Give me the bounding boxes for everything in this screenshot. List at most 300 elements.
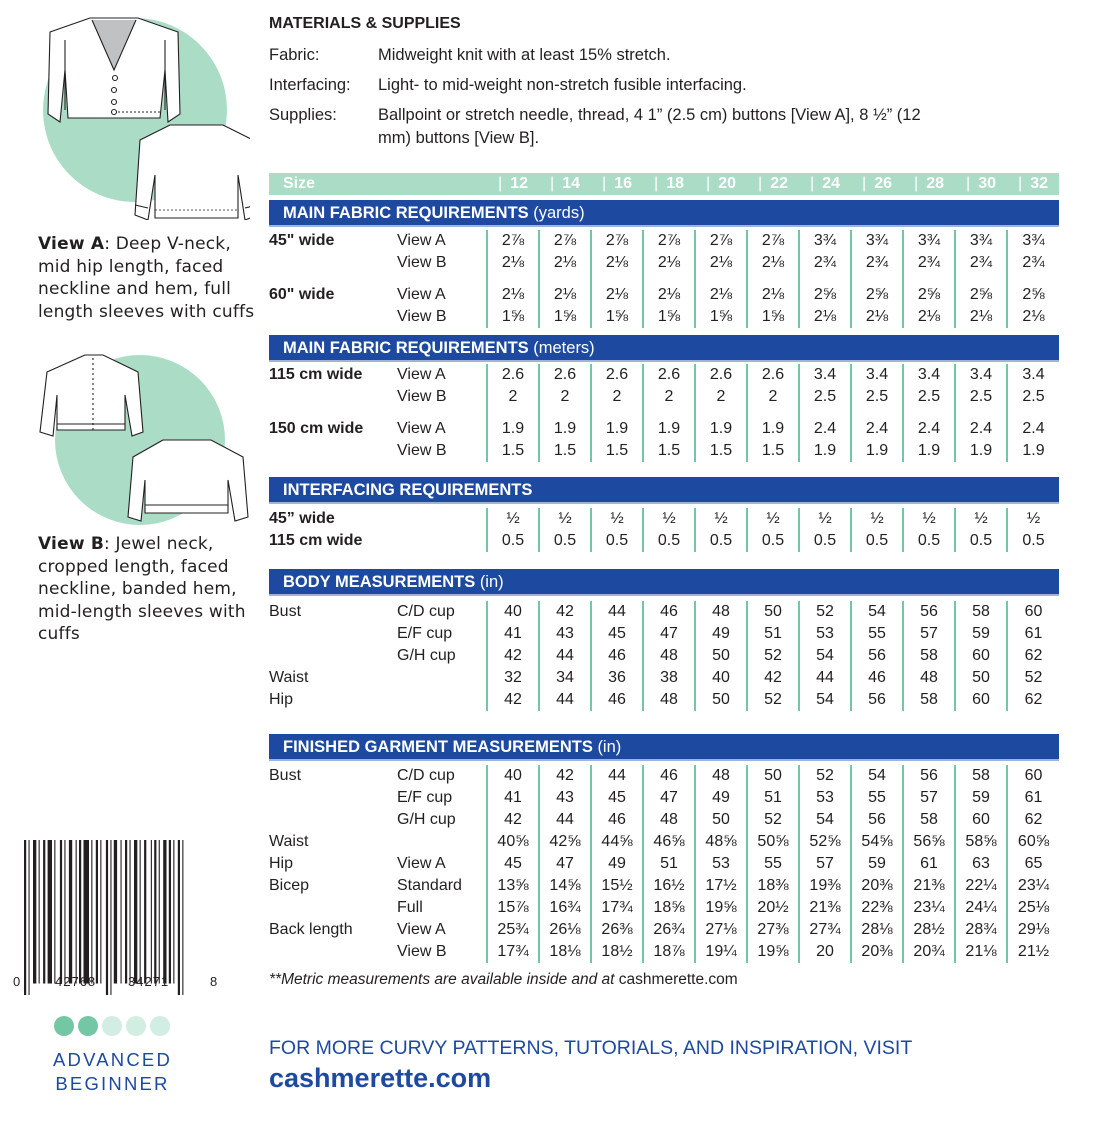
table-row [269,831,1059,853]
value-cell: 3.4 [851,364,903,386]
table-row [269,941,1059,963]
row-label: Bicep [269,877,310,894]
value-cell: 3¾ [903,230,955,252]
row-sublabel: View A [397,286,446,303]
size-value: 18 [666,175,684,192]
value-cell: 22⅜ [851,897,903,919]
column-separator: | [1018,175,1023,192]
section-header [269,200,1059,227]
section-header [269,569,1059,596]
row-sublabel: G/H cup [397,647,456,664]
table-row [269,230,1059,252]
value-cell: 0.5 [955,530,1007,552]
left-column [0,0,265,1123]
size-value: 32 [1030,175,1048,192]
value-cell: 52 [799,601,851,623]
value-cell: 23¼ [903,897,955,919]
value-cell: 20½ [747,897,799,919]
column-separator: | [758,175,763,192]
value-cell: 1.9 [955,440,1007,462]
value-cell: 46⅝ [643,831,695,853]
size-header-label: Size [269,173,487,195]
value-cell: ½ [695,508,747,530]
value-cell: 19⅜ [799,875,851,897]
row-sublabel [397,530,487,552]
value-cell: 56 [851,645,903,667]
row-sublabel: Full [397,899,423,916]
value-cell: 2.4 [903,418,955,440]
value-cell: 45 [487,853,539,875]
barcode-left-digits: 42768 [55,974,97,989]
value-cell: 61 [1007,787,1059,809]
value-cell: 2.4 [799,418,851,440]
value-cell: 42 [539,601,591,623]
section-table [269,508,1059,552]
row-label: Waist [269,669,309,686]
column-separator: | [654,175,659,192]
barcode-right-digits: 34271 [128,974,170,989]
value-cell: 28¾ [955,919,1007,941]
size-value: 14 [562,175,580,192]
value-cell: 32 [487,667,539,689]
section-unit: (meters) [533,339,595,357]
value-cell: 13⅝ [487,875,539,897]
row-label [269,941,397,963]
value-cell: 1⅝ [695,306,747,328]
value-cell: 47 [643,787,695,809]
value-cell: 61 [1007,623,1059,645]
value-cell: 2⅞ [695,230,747,252]
value-cell: 21⅜ [903,875,955,897]
table-row [269,875,1059,897]
value-cell: 55 [851,787,903,809]
value-cell: 19⅝ [695,897,747,919]
value-cell: 46 [851,667,903,689]
view-a-description: View A: Deep V-neck, mid hip length, faced neckline and hem, full length sleeves with cuffs [38,234,255,322]
value-cell: 2.5 [955,386,1007,408]
value-cell: 54 [851,601,903,623]
value-cell: 2.5 [1007,386,1059,408]
value-cell: 52 [1007,667,1059,689]
value-cell: 34 [539,667,591,689]
value-cell: 41 [487,623,539,645]
row-label: 150 cm wide [269,420,364,437]
value-cell: 3¾ [799,230,851,252]
value-cell: ½ [955,508,1007,530]
value-cell: 60 [955,689,1007,711]
value-cell: 2¾ [903,252,955,274]
value-cell: 17¾ [487,941,539,963]
value-cell: 51 [747,787,799,809]
value-cell: 26¾ [643,919,695,941]
value-cell: 2⅞ [539,230,591,252]
value-cell: 56 [903,765,955,787]
value-cell: 2⅞ [487,230,539,252]
value-cell: 2¾ [955,252,1007,274]
value-cell: 62 [1007,645,1059,667]
size-value: 30 [978,175,996,192]
value-cell: 44 [799,667,851,689]
value-cell: 53 [799,787,851,809]
skill-dot-empty-icon [126,1016,146,1036]
column-separator: | [966,175,971,192]
value-cell: 2.5 [903,386,955,408]
row-label: Bust [269,603,302,620]
row-sublabel: C/D cup [397,767,455,784]
section-title: BODY MEASUREMENTS [283,573,476,591]
barcode-bar [163,840,166,984]
table-row [269,689,1059,711]
row-label: Waist [269,833,309,850]
value-cell: 2⅛ [591,284,643,306]
value-cell: 26⅛ [539,919,591,941]
table-row [269,853,1059,875]
value-cell: 43 [539,623,591,645]
value-cell: 0.5 [747,530,799,552]
value-cell: 17½ [695,875,747,897]
value-cell: 3.4 [903,364,955,386]
barcode-bar [114,840,117,984]
value-cell: 2.4 [1007,418,1059,440]
value-cell: 26⅜ [591,919,643,941]
value-cell: 58⅝ [955,831,1007,853]
value-cell: 53 [695,853,747,875]
barcode-bar [33,840,36,984]
size-header-cell [903,173,955,195]
value-cell: 60⅝ [1007,831,1059,853]
table-row [269,306,1059,328]
value-cell: 2⅝ [1007,284,1059,306]
size-header-cell [695,173,747,195]
value-cell: ½ [747,508,799,530]
value-cell: 49 [695,623,747,645]
value-cell: 24¼ [955,897,1007,919]
value-cell: 2⅛ [539,284,591,306]
value-cell: 25¾ [487,919,539,941]
row-sublabel: View B [397,308,447,325]
value-cell: 18⅜ [747,875,799,897]
row-sublabel [397,689,487,711]
table-row [269,809,1059,831]
metric-note-link[interactable]: cashmerette.com [618,971,738,988]
value-cell: 2⅛ [747,252,799,274]
value-cell: 1.5 [487,440,539,462]
barcode-bar [151,840,152,984]
value-cell: 1⅝ [643,306,695,328]
row-sublabel: View B [397,943,447,960]
value-cell: 60 [955,645,1007,667]
size-value: 26 [874,175,892,192]
row-label: Hip [269,691,294,708]
table-row [269,364,1059,386]
value-cell: 1.5 [539,440,591,462]
row-label: 45" wide [269,232,335,249]
value-cell: 55 [747,853,799,875]
value-cell: 44⅝ [591,831,643,853]
row-label [269,623,397,645]
value-cell: 3¾ [1007,230,1059,252]
section-header [269,477,1059,504]
value-cell: 65 [1007,853,1059,875]
value-cell: 29⅛ [1007,919,1059,941]
size-value: 28 [926,175,944,192]
row-label [269,645,397,667]
value-cell: 0.5 [903,530,955,552]
value-cell: 52 [747,645,799,667]
value-cell: 62 [1007,689,1059,711]
value-cell: 27⅜ [747,919,799,941]
value-cell: 20 [799,941,851,963]
section-title: MAIN FABRIC REQUIREMENTS [283,204,529,222]
row-label: Back length [269,921,353,938]
value-cell: 46 [643,601,695,623]
row-sublabel: View A [397,366,446,383]
value-cell: 54 [799,809,851,831]
skill-level-line2: BEGINNER [55,1073,170,1094]
value-cell: 2⅛ [695,284,747,306]
value-cell: 40 [487,601,539,623]
value-cell: 51 [747,623,799,645]
value-cell: 1.9 [851,440,903,462]
value-cell: 2⅛ [903,306,955,328]
value-cell: 28⅛ [851,919,903,941]
value-cell: 50 [955,667,1007,689]
section-title: INTERFACING REQUIREMENTS [283,481,533,499]
value-cell: 0.5 [539,530,591,552]
row-label [269,252,397,274]
value-cell: 2.6 [695,364,747,386]
value-cell: 2.6 [591,364,643,386]
size-header-row [269,173,1059,195]
value-cell: 1.9 [643,418,695,440]
value-cell: 2¾ [851,252,903,274]
barcode-bar [96,840,98,984]
size-header-cell [487,173,539,195]
table-row [269,284,1059,306]
value-cell: 21⅜ [799,897,851,919]
value-cell: 3.4 [799,364,851,386]
value-cell: 57 [903,787,955,809]
value-cell: ½ [1007,508,1059,530]
row-sublabel: G/H cup [397,811,456,828]
value-cell: 1.9 [747,418,799,440]
value-cell: 62 [1007,809,1059,831]
value-cell: 2⅛ [851,306,903,328]
value-cell: 0.5 [487,530,539,552]
value-cell: 48 [643,809,695,831]
row-sublabel: View A [397,420,446,437]
row-label [269,440,397,462]
barcode-bar [79,840,81,984]
size-header-cell [643,173,695,195]
size-header-cell [591,173,643,195]
cta-website-link[interactable]: cashmerette.com [269,1063,492,1093]
column-separator: | [550,175,555,192]
value-cell: 27⅛ [695,919,747,941]
table-row [269,897,1059,919]
value-cell: 20⅜ [851,941,903,963]
value-cell: 36 [591,667,643,689]
barcode-bar [140,840,141,984]
value-cell: 18⅝ [643,897,695,919]
size-header-cell [955,173,1007,195]
column-separator: | [602,175,607,192]
row-label [269,897,397,919]
value-cell: 18⅞ [643,941,695,963]
size-header-table [269,173,1059,195]
cardigan-front-icon [48,18,180,122]
value-cell: 46 [591,809,643,831]
value-cell: 17¾ [591,897,643,919]
materials-title: MATERIALS & SUPPLIES [269,15,461,32]
value-cell: 1.5 [591,440,643,462]
row-label: 115 cm wide [269,366,363,383]
cardigan-back-icon [135,125,250,220]
cta-text: FOR MORE CURVY PATTERNS, TUTORIALS, AND INSPIRATION, VISIT [269,1037,913,1059]
value-cell: 54 [799,645,851,667]
value-cell: 58 [955,765,1007,787]
value-cell: 2⅛ [747,284,799,306]
row-label: Hip [269,855,294,872]
value-cell: 54⅝ [851,831,903,853]
row-label: 60" wide [269,286,335,303]
row-sublabel: View A [397,232,446,249]
row-sublabel: View B [397,388,447,405]
value-cell: 23¼ [1007,875,1059,897]
value-cell: ½ [851,508,903,530]
view-a-illustration [40,10,250,220]
value-cell: 50⅝ [747,831,799,853]
value-cell: 50 [747,765,799,787]
value-cell: 54 [851,765,903,787]
barcode-bar [144,840,146,984]
column-separator: | [498,175,503,192]
table-row [269,440,1059,462]
value-cell: 43 [539,787,591,809]
barcode-bar [169,840,171,984]
value-cell: 2.4 [851,418,903,440]
value-cell: 2¾ [1007,252,1059,274]
value-cell: 52⅝ [799,831,851,853]
value-cell: 2.5 [799,386,851,408]
value-cell: 1⅝ [539,306,591,328]
value-cell: 56 [903,601,955,623]
value-cell: 48 [695,601,747,623]
row-label [269,306,397,328]
size-value: 20 [718,175,736,192]
barcode-bar [39,840,40,984]
spacer-row [269,274,1059,284]
value-cell: 1.9 [591,418,643,440]
value-cell: 52 [747,689,799,711]
value-cell: 2 [539,386,591,408]
value-cell: ½ [643,508,695,530]
value-cell: 50 [695,689,747,711]
value-cell: 0.5 [643,530,695,552]
value-cell: 28½ [903,919,955,941]
section-table [269,601,1059,711]
table-row [269,418,1059,440]
barcode-bar [29,840,30,995]
skill-level-dots [54,1016,170,1036]
row-sublabel: View A [397,921,446,938]
value-cell: 52 [799,765,851,787]
barcode-bar [121,840,122,984]
value-cell: 45 [591,787,643,809]
size-header-cell [1007,173,1059,195]
value-cell: 1.9 [487,418,539,440]
value-cell: 44 [539,689,591,711]
value-cell: 52 [747,809,799,831]
column-separator: | [706,175,711,192]
size-value: 12 [510,175,528,192]
value-cell: 27¾ [799,919,851,941]
value-cell: 42 [487,645,539,667]
value-cell: 0.5 [1007,530,1059,552]
row-sublabel: View B [397,254,447,271]
value-cell: 48 [695,765,747,787]
value-cell: 53 [799,623,851,645]
value-cell: 18½ [591,941,643,963]
row-sublabel: E/F cup [397,625,453,642]
value-cell: 49 [695,787,747,809]
value-cell: 48 [643,645,695,667]
skill-dot-empty-icon [150,1016,170,1036]
value-cell: 47 [643,623,695,645]
value-cell: 56 [851,689,903,711]
value-cell: 0.5 [591,530,643,552]
size-header-cell [799,173,851,195]
row-sublabel: View A [397,855,446,872]
value-cell: 57 [799,853,851,875]
value-cell: 60 [1007,601,1059,623]
value-cell: 59 [955,787,1007,809]
value-cell: 0.5 [799,530,851,552]
barcode-bar [60,840,62,984]
value-cell: 20¾ [903,941,955,963]
barcode-bar [91,840,92,984]
section-table [269,364,1059,462]
table-row [269,787,1059,809]
value-cell: 42 [487,809,539,831]
value-cell: 1.5 [695,440,747,462]
size-header-cell [851,173,903,195]
value-cell: 2⅛ [643,252,695,274]
value-cell: 58 [903,689,955,711]
value-cell: 2.5 [851,386,903,408]
table-row [269,667,1059,689]
row-label [269,787,397,809]
value-cell: 42 [487,689,539,711]
value-cell: 1.5 [643,440,695,462]
barcode-bar [130,840,131,984]
value-cell: 15½ [591,875,643,897]
value-cell: 59 [955,623,1007,645]
barcode-bar [48,840,52,984]
value-cell: 2⅛ [799,306,851,328]
value-cell: 46 [643,765,695,787]
table-row [269,252,1059,274]
value-cell: 60 [1007,765,1059,787]
value-cell: 19⅝ [747,941,799,963]
section-table [269,230,1059,328]
value-cell: 46 [591,645,643,667]
row-label [269,386,397,408]
value-cell: ½ [799,508,851,530]
value-cell: 2⅞ [643,230,695,252]
value-cell: 40 [487,765,539,787]
value-cell: 1.9 [539,418,591,440]
